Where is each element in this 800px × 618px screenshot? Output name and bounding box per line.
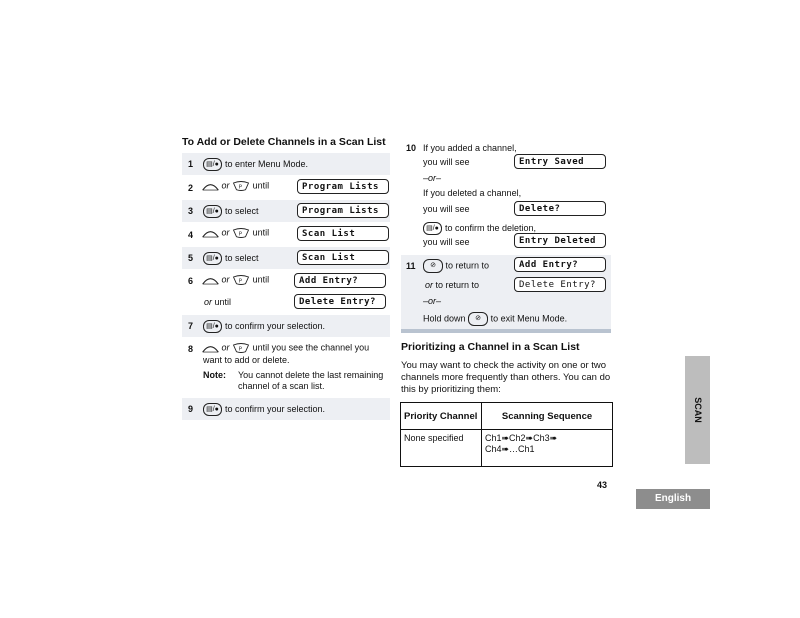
menu-button-icon: ▤/● bbox=[203, 403, 222, 416]
step-number: 8 bbox=[188, 344, 194, 354]
or-word: or bbox=[221, 180, 230, 191]
scroll-up-button-icon bbox=[202, 182, 219, 191]
display-program-lists: Program Lists bbox=[297, 203, 389, 218]
display-program-lists: Program Lists bbox=[297, 179, 389, 194]
step-text: If you added a channel, bbox=[423, 143, 517, 153]
display-add-entry: Add Entry? bbox=[294, 273, 386, 288]
step-8 bbox=[182, 338, 390, 398]
step-9 bbox=[182, 398, 390, 420]
step-number: 2 bbox=[188, 183, 194, 193]
step-text: until bbox=[252, 180, 270, 191]
p2-button-icon bbox=[232, 227, 250, 239]
section-title-prioritizing: Prioritizing a Channel in a Scan List bbox=[401, 341, 580, 353]
priority-table bbox=[400, 402, 613, 467]
step-number: 3 bbox=[188, 206, 194, 216]
p2-button-icon bbox=[232, 342, 250, 354]
step-text: Hold down bbox=[423, 313, 466, 324]
step-number: 9 bbox=[188, 404, 194, 414]
step-2 bbox=[182, 176, 390, 199]
step-text: until bbox=[252, 274, 270, 285]
or-separator: –or– bbox=[423, 173, 442, 183]
sequence-line: Ch1➠Ch2➠Ch3➠ bbox=[485, 433, 558, 443]
scroll-up-button-icon bbox=[202, 276, 219, 285]
step-text: to enter Menu Mode. bbox=[225, 158, 309, 169]
section-title-add-delete: To Add or Delete Channels in a Scan List bbox=[182, 136, 386, 148]
step-text: until bbox=[252, 227, 270, 238]
menu-button-icon: ▤/● bbox=[423, 222, 442, 235]
home-button-icon: ⊘ bbox=[423, 259, 443, 273]
step-7 bbox=[182, 315, 390, 337]
table-header-row bbox=[401, 403, 613, 430]
sequence-line: Ch4➠…Ch1 bbox=[485, 444, 535, 454]
step-text: you will see bbox=[423, 157, 470, 167]
step-1 bbox=[182, 153, 390, 175]
display-delete-entry: Delete Entry? bbox=[514, 277, 606, 292]
p2-button-icon bbox=[232, 274, 250, 286]
side-tab-label: SCAN bbox=[692, 397, 703, 423]
side-tab-scan bbox=[685, 356, 710, 464]
or-word: or bbox=[425, 280, 434, 290]
table-header: Priority Channel bbox=[401, 403, 482, 430]
step-text-continued: want to add or delete. bbox=[203, 355, 290, 365]
menu-button-icon: ▤/● bbox=[203, 158, 222, 171]
step-text: to confirm your selection. bbox=[225, 403, 326, 414]
or-separator: –or– bbox=[423, 296, 442, 306]
step-text: to return to bbox=[435, 280, 480, 290]
step-text: until bbox=[214, 297, 232, 307]
or-word: or bbox=[221, 227, 230, 238]
step-text: to confirm your selection. bbox=[225, 320, 326, 331]
step-text: until you see the channel you bbox=[252, 342, 370, 353]
step-number: 1 bbox=[188, 159, 194, 169]
note-text-continued: channel of a scan list. bbox=[238, 381, 325, 391]
step-text: to select bbox=[225, 205, 259, 216]
step-text: to confirm the deletion, bbox=[445, 222, 537, 233]
or-word: or bbox=[221, 342, 230, 353]
display-delete: Delete? bbox=[514, 201, 606, 216]
display-scan-list: Scan List bbox=[297, 226, 389, 241]
step-3 bbox=[182, 200, 390, 222]
svg-text:P: P bbox=[238, 231, 242, 238]
display-entry-deleted: Entry Deleted bbox=[514, 233, 606, 248]
display-delete-entry: Delete Entry? bbox=[294, 294, 386, 309]
table-cell: None specified bbox=[401, 430, 482, 467]
menu-button-icon: ▤/● bbox=[203, 252, 222, 265]
scroll-up-button-icon bbox=[202, 229, 219, 238]
note-text: You cannot delete the last remaining bbox=[238, 370, 384, 380]
step-text: to exit Menu Mode. bbox=[490, 313, 568, 324]
step-number: 4 bbox=[188, 230, 194, 240]
step-11 bbox=[401, 255, 611, 333]
step-number: 10 bbox=[406, 143, 417, 153]
or-word: or bbox=[204, 297, 213, 307]
display-entry-saved: Entry Saved bbox=[514, 154, 606, 169]
svg-text:P: P bbox=[238, 184, 242, 191]
or-word: or bbox=[221, 274, 230, 285]
step-5 bbox=[182, 247, 390, 269]
menu-button-icon: ▤/● bbox=[203, 205, 222, 218]
step-number: 5 bbox=[188, 253, 194, 263]
step-text: you will see bbox=[423, 204, 470, 214]
table-cell bbox=[482, 430, 613, 467]
menu-button-icon: ▤/● bbox=[203, 320, 222, 333]
step-number: 11 bbox=[406, 261, 416, 271]
step-10 bbox=[401, 140, 611, 255]
display-add-entry: Add Entry? bbox=[514, 257, 606, 272]
priority-body: You may want to check the activity on one or two channels more frequently than others. You can do this by prioritizing them: bbox=[401, 360, 611, 395]
step-4 bbox=[182, 223, 390, 246]
step-text: If you deleted a channel, bbox=[423, 188, 522, 198]
home-button-icon: ⊘ bbox=[468, 312, 488, 326]
step-6 bbox=[182, 270, 390, 314]
step-text: to return to bbox=[445, 260, 490, 271]
svg-text:P: P bbox=[238, 346, 242, 353]
step-text: you will see bbox=[423, 237, 470, 247]
note-label: Note: bbox=[203, 370, 226, 380]
step-text: to select bbox=[225, 252, 259, 263]
p2-button-icon bbox=[232, 180, 250, 192]
scroll-up-button-icon bbox=[202, 344, 219, 353]
language-tab-english: English bbox=[636, 489, 710, 509]
page-number: 43 bbox=[597, 480, 608, 490]
svg-text:P: P bbox=[238, 278, 242, 285]
step-number: 7 bbox=[188, 321, 194, 331]
step-number: 6 bbox=[188, 276, 194, 286]
table-row bbox=[401, 430, 613, 467]
display-scan-list: Scan List bbox=[297, 250, 389, 265]
table-header: Scanning Sequence bbox=[482, 403, 613, 430]
